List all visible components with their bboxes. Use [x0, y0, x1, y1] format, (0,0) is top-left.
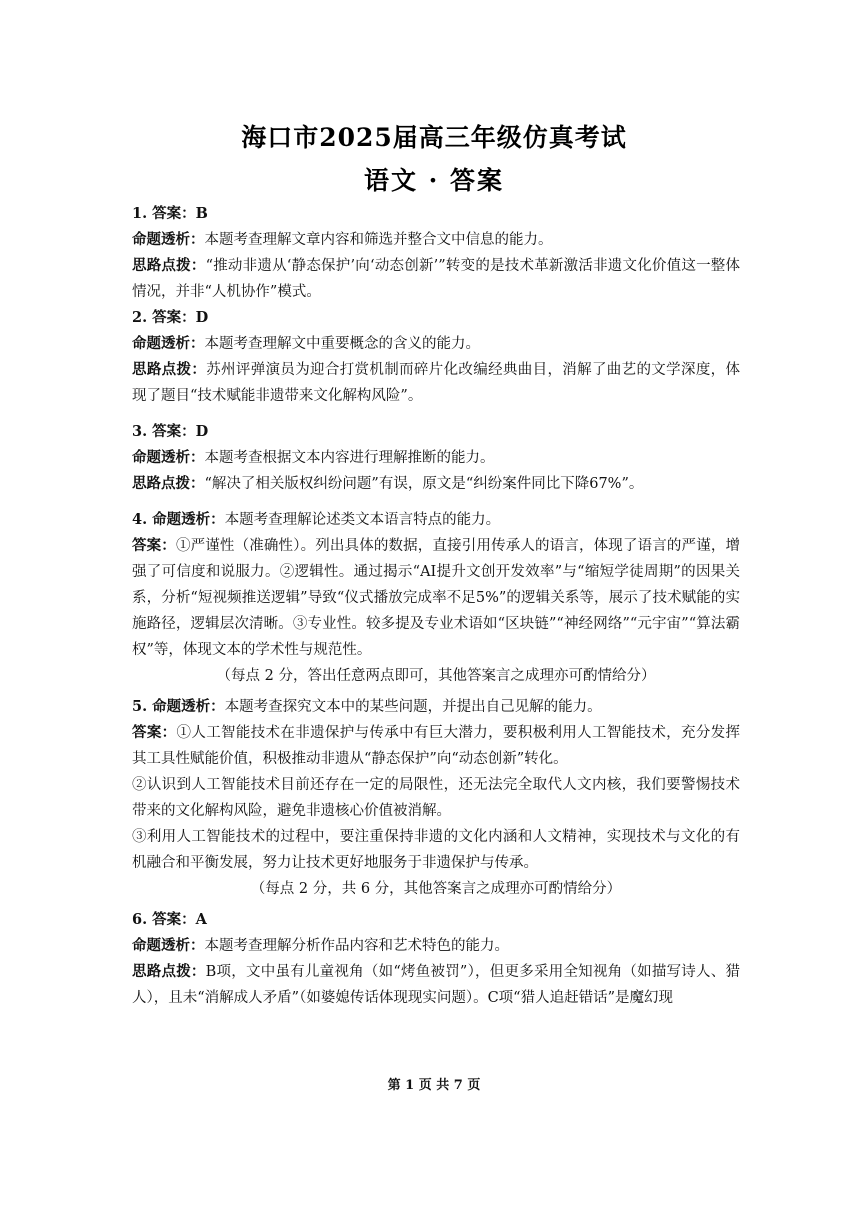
q2-hint: [132, 357, 740, 409]
q3-analysis-text: 本题考查根据文本内容进行理解推断的能力。: [204, 450, 495, 466]
q4-analysis: [132, 507, 740, 533]
q2-analysis: [132, 331, 740, 357]
q1-analysis: [132, 227, 740, 253]
q6-analysis-label: 命题透析：: [132, 937, 205, 954]
q3-answer: 3. 答案：D: [132, 423, 209, 440]
q1-analysis-label: 命题透析：: [132, 231, 205, 248]
q2-hint-label: 思路点拨：: [132, 361, 207, 378]
page-subtitle: 语文 · 答案: [363, 166, 505, 195]
page-title: 海口市2025届高三年级仿真考试: [241, 123, 627, 152]
q4-answer-label: 答案：: [132, 537, 176, 554]
q1-hint-text: “推动非遗从‘静态保护’向‘动态创新’”转变的是技术革新激活非遗文化价值这一整体情况，并非“人机协作”模式。: [132, 258, 740, 300]
q4-analysis-label: 4. 命题透析：: [132, 511, 225, 528]
q5-analysis-label: 5. 命题透析：: [132, 698, 225, 715]
q4-scoring-note: （每点 2 分，答出任意两点即可，其他答案言之成理亦可酌情给分）: [216, 668, 656, 684]
q5-answer-text-1: ①人工智能技术在非遗保护与传承中有巨大潜力，要积极利用人工智能技术，充分发挥其工具性赋能价值，积极推动非遗从“静态保护”向“动态创新”转化。: [132, 725, 740, 767]
q5-answer-3: ③利用人工智能技术的过程中，要注重保持非遗的文化内涵和人文精神，实现技术与文化的有机融合和平衡发展，努力让技术更好地服务于非遗保护与传承。: [132, 829, 740, 871]
q6-answer: 6. 答案：A: [132, 911, 207, 928]
q2-hint-text: 苏州评弹演员为迎合打赏机制而碎片化改编经典曲目，消解了曲艺的文学深度，体现了题目“技术赋能非遗带来文化解构风险”。: [132, 362, 740, 404]
section-gap: [132, 497, 740, 507]
q4-answer: [132, 533, 740, 663]
q5-scoring-note: （每点 2 分，共 6 分，其他答案言之成理亦可酌情给分）: [250, 881, 622, 897]
q3-hint-text: “解决了相关版权纠纷问题”有误，原文是“纠纷案件同比下降67%”。: [204, 476, 644, 492]
q5-answer-label: 答案：: [132, 724, 177, 741]
q6-hint-label: 思路点拨：: [132, 963, 206, 980]
page-number: 第 1 页 共 7 页: [387, 1078, 481, 1093]
q4-analysis-text: 本题考查理解论述类文本语言特点的能力。: [224, 512, 501, 528]
q5-answer-1: [132, 720, 740, 772]
q4-answer-text: ①严谨性（准确性）。列出具体的数据，直接引用传承人的语言，体现了语言的严谨，增强了可信度和说服力。②逻辑性。通过揭示“AI提升文创开发效率”与“缩短学徒周期”的因果关系，分析“短视频推送逻辑”导致“仪式播放完成率不足5%”的逻辑关系等，展示了技术赋能的实施路径，逻辑层次清晰。③专业性。较多提及专业术语如“区块链”“神经网络”“元宇宙”“算法霸权”等，体现文本的学术性与规范性。: [132, 538, 741, 658]
q6-hint-text: B项，文中虽有儿童视角（如“烤鱼被罚”），但更多采用全知视角（如描写诗人、猎人），且未“消解成人矛盾”（如婆媳传话体现现实问题）。C项“猎人追赶错话”是魔幻现: [132, 964, 741, 1006]
q5-answer-2: ②认识到人工智能技术目前还存在一定的局限性，还无法完全取代人文内核，我们要警惕技术带来的文化解构风险，避免非遗核心价值被消解。: [132, 777, 740, 819]
answer-content: [132, 201, 740, 1011]
q3-hint: [132, 471, 740, 497]
q1-answer: 1. 答案：B: [132, 205, 208, 222]
q6-hint: [132, 959, 740, 1011]
q1-hint-label: 思路点拨：: [132, 257, 206, 274]
q3-hint-label: 思路点拨：: [132, 475, 205, 492]
q5-analysis: [132, 694, 740, 720]
section-gap: [132, 409, 740, 419]
q6-analysis: [132, 933, 740, 959]
q2-answer: 2. 答案：D: [132, 309, 209, 326]
q2-analysis-label: 命题透析：: [132, 335, 205, 352]
q1-hint: [132, 253, 740, 305]
q3-analysis-label: 命题透析：: [132, 449, 205, 466]
q3-analysis: [132, 445, 740, 471]
q1-analysis-text: 本题考查理解文章内容和筛选并整合文中信息的能力。: [204, 232, 553, 248]
q6-analysis-text: 本题考查理解分析作品内容和艺术特色的能力。: [204, 938, 509, 954]
q5-analysis-text: 本题考查探究文本中的某些问题，并提出自己见解的能力。: [224, 699, 602, 715]
q2-analysis-text: 本题考查理解文中重要概念的含义的能力。: [204, 336, 480, 352]
